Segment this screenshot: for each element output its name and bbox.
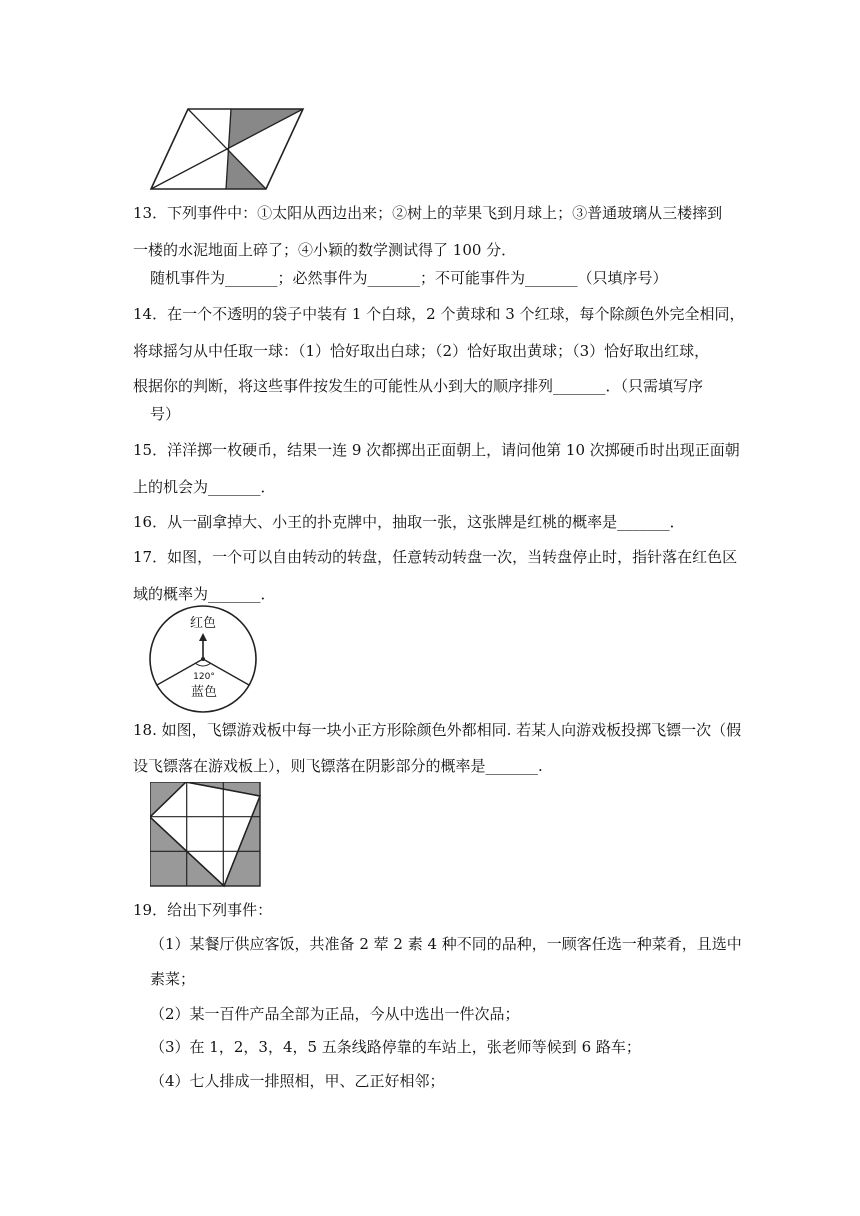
spinner-figure <box>147 603 259 713</box>
q19-item-1-line-2: 素菜； <box>150 970 196 988</box>
q19-line-1: 19．给出下列事件： <box>133 901 273 919</box>
dartboard-figure <box>150 782 262 888</box>
q19-item-3: （3）在 1，2，3，4，5 五条线路停靠的车站上，张老师等候到 6 路车； <box>150 1038 641 1056</box>
q19-item-1-line-1: （1）某餐厅供应客饭，共准备 2 荤 2 素 4 种不同的品种，一顾客任选一种菜肴，且选中 <box>150 935 742 953</box>
q13-line-1: 13．下列事件中：①太阳从西边出来；②树上的苹果飞到月球上；③普通玻璃从三楼摔到 <box>133 204 723 222</box>
q14-line-3: 根据你的判断，将这些事件按发生的可能性从小到大的顺序排列_______．（只需填写序 <box>133 377 704 395</box>
q14-line-1: 14．在一个不透明的袋子中装有 1 个白球，2 个黄球和 3 个红球，每个除颜色外完全相同， <box>133 305 745 323</box>
q15-line-1: 15．洋洋掷一枚硬币，结果一连 9 次都掷出正面朝上，请问他第 10 次掷硬币时出现正面朝 <box>133 441 740 459</box>
q16-line-1: 16．从一副拿掉大、小王的扑克牌中，抽取一张，这张牌是红桃的概率是_______． <box>133 513 685 531</box>
q18-line-1: 18. 如图，飞镖游戏板中每一块小正方形除颜色外都相同. 若某人向游戏板投掷飞镖一次（假 <box>133 721 742 739</box>
q19-item-4: （4）七人排成一排照相，甲、乙正好相邻； <box>150 1072 445 1090</box>
q14-line-4: 号） <box>150 405 181 423</box>
spinner-angle-label: 120° <box>193 672 215 682</box>
spinner-bottom-label: 蓝色 <box>190 685 218 700</box>
spinner-top-label: 红色 <box>189 616 217 631</box>
q15-line-2: 上的机会为_______． <box>133 478 276 496</box>
q13-line-3: 随机事件为_______；必然事件为_______；不可能事件为_______（只填序号） <box>150 269 668 287</box>
q14-line-2: 将球摇匀从中任取一球：（1）恰好取出白球；（2）恰好取出黄球；（3）恰好取出红球， <box>133 342 710 360</box>
q13-line-2: 一楼的水泥地面上碎了；④小颖的数学测试得了 100 分． <box>133 241 517 259</box>
q18-line-2: 设飞镖落在游戏板上），则飞镖落在阴影部分的概率是_______. <box>133 757 543 775</box>
q17-line-2: 域的概率为_______． <box>133 585 276 603</box>
q19-item-2: （2）某一百件产品全部为正品，今从中选出一件次品； <box>150 1005 520 1023</box>
q17-line-1: 17．如图，一个可以自由转动的转盘，任意转动转盘一次，当转盘停止时，指针落在红色区 <box>133 548 738 566</box>
parallelogram-figure <box>148 107 306 191</box>
